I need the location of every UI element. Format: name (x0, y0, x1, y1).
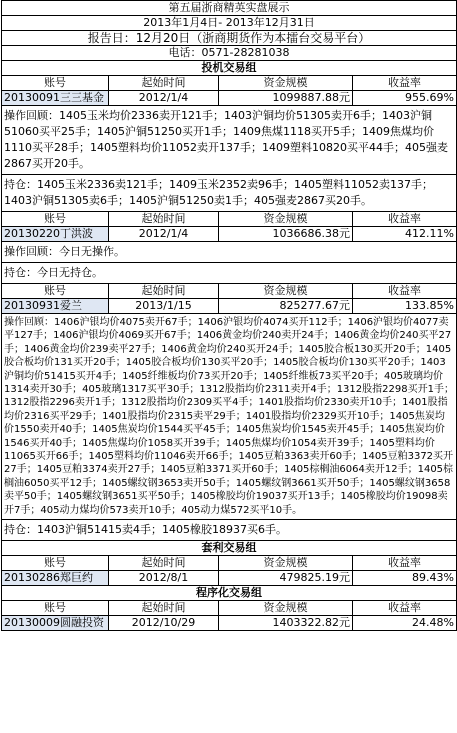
col-account: 账号 (2, 601, 109, 616)
start-date: 2012/10/29 (109, 616, 219, 631)
date-range-row (2, 16, 457, 31)
start-date: 2012/1/4 (109, 91, 219, 106)
section-title-program: 程序化交易组 (2, 586, 457, 601)
col-account: 账号 (2, 556, 109, 571)
return-rate: 412.11% (353, 227, 457, 242)
account-row (2, 299, 457, 314)
account-name: 20130220丁洪波 (2, 227, 109, 242)
col-start: 起始时间 (109, 284, 219, 299)
account-row (2, 616, 457, 631)
col-capital: 资金规模 (219, 556, 353, 571)
account-name: 20130931爱兰 (2, 299, 109, 314)
section-header-program (2, 586, 457, 601)
operation-row (2, 106, 457, 175)
position-row (2, 520, 457, 541)
return-rate: 133.85% (353, 299, 457, 314)
position: 持仓：1405玉米2336卖121手；1409玉米2352卖96手；1405塑料11052卖137手；1403沪铜51305卖6手；1405沪铜51250卖1手；405强麦2867买20手。 (2, 175, 457, 212)
col-start: 起始时间 (109, 76, 219, 91)
col-capital: 资金规模 (219, 601, 353, 616)
title-row (2, 1, 457, 16)
return-rate: 24.48% (353, 616, 457, 631)
section-title-arbitrage: 套利交易组 (2, 541, 457, 556)
operation-row (2, 314, 457, 520)
col-return: 收益率 (353, 76, 457, 91)
section-title-investment: 投机交易组 (2, 61, 457, 76)
start-date: 2013/1/15 (109, 299, 219, 314)
report-date: 报告日：12月20日（浙商期货作为本擂台交易平台） (2, 31, 457, 46)
col-account: 账号 (2, 212, 109, 227)
col-start: 起始时间 (109, 212, 219, 227)
position-row (2, 175, 457, 212)
position-row (2, 263, 457, 284)
capital: 1099887.88元 (219, 91, 353, 106)
operation-review: 操作回顾：今日无操作。 (2, 242, 457, 263)
operation-row (2, 242, 457, 263)
start-date: 2012/8/1 (109, 571, 219, 586)
section-header-investment (2, 61, 457, 76)
phone: 电话：0571-28281038 (2, 46, 457, 61)
column-header-row (2, 556, 457, 571)
account-name: 20130091三三基金 (2, 91, 109, 106)
col-return: 收益率 (353, 556, 457, 571)
operation-review: 操作回顾：1405玉米均价2336卖开121手；1403沪铜均价51305卖开6手；1403沪铜51060买平25手；1405沪铜51250买开1手；1409焦煤1118买开5手；1409焦煤均价1110买平28手；1405塑料均价11052卖开137手；1409塑料10820买平44手；405强麦2867买开20手。 (2, 106, 457, 175)
position: 持仓：今日无持仓。 (2, 263, 457, 284)
report-date-row (2, 31, 457, 46)
phone-row (2, 46, 457, 61)
col-capital: 资金规模 (219, 212, 353, 227)
col-start: 起始时间 (109, 601, 219, 616)
col-account: 账号 (2, 76, 109, 91)
account-name: 20130286郑巨约 (2, 571, 109, 586)
column-header-row (2, 284, 457, 299)
return-rate: 955.69% (353, 91, 457, 106)
account-row (2, 571, 457, 586)
column-header-row (2, 212, 457, 227)
col-return: 收益率 (353, 601, 457, 616)
section-header-arbitrage (2, 541, 457, 556)
capital: 479825.19元 (219, 571, 353, 586)
return-rate: 89.43% (353, 571, 457, 586)
results-table (1, 0, 457, 631)
column-header-row (2, 601, 457, 616)
col-capital: 资金规模 (219, 284, 353, 299)
account-row (2, 227, 457, 242)
operation-review: 操作回顾：1406沪银均价4075卖开67手；1406沪银均价4074买开112手；1406沪银均价4077卖平127手；1406沪银均价4069买开67手；1406黄金均价240卖开24手；1406黄金均价240买平27手；1406黄金均价239卖平27手；1406黄金均价240买开24手；1405胶合板130买开20手；1405胶合板均价131买开20手；1405胶合板均价130买平20手；1405胶合板均价130买平20手；1403沪铜均价51415买开4手；1405纤维板均价73买开20手；1405纤维板73买平20手；405玻璃均价1314卖开30手；405玻璃1317买平30手；1312股指均价2311卖开4手；1312股指2298买开1手；1312股指2296卖开1手；1312股指均价2309买平4手；1401股指均价2330卖开10手；1401股指均价2316买平29手；1401股指均价2315卖平29手；1401股指均价2329买开10手；1405焦炭均价1550卖开40手；1405焦炭均价1544买平45手；1405焦炭均价1545卖开45手；1405焦炭均价1546买开40手；1405焦煤均价1058买开39手；1405焦煤均价1054卖开39手；1405塑料均价11065买开66手；1405塑料均价11046卖开66手；1405豆粕3363卖开60手；1405豆粕3372买开27手；1405豆粕3374卖开27手；1405豆粕3371买开60手；1405棕榈油6064卖开12手；1405棕榈油6050买平12手；1405螺纹钢3653卖开50手；1405螺纹钢3661买开50手；1405螺纹钢3658卖平50手；1405螺纹钢3651买平50手；1405橡胶均价19037买开13手；1405橡胶均价19098卖开7手；405动力煤均价573卖开10手；405动力煤572买平10手。 (2, 314, 457, 520)
capital: 1403322.82元 (219, 616, 353, 631)
col-capital: 资金规模 (219, 76, 353, 91)
col-start: 起始时间 (109, 556, 219, 571)
start-date: 2012/1/4 (109, 227, 219, 242)
capital: 1036686.38元 (219, 227, 353, 242)
position: 持仓：1403沪铜51415卖4手；1405橡胶18937买6手。 (2, 520, 457, 541)
col-return: 收益率 (353, 212, 457, 227)
page-title: 第五届浙商精英实盘展示 (2, 1, 457, 16)
col-return: 收益率 (353, 284, 457, 299)
capital: 825277.67元 (219, 299, 353, 314)
account-row (2, 91, 457, 106)
date-range: 2013年1月4日- 2013年12月31日 (2, 16, 457, 31)
col-account: 账号 (2, 284, 109, 299)
account-name: 20130009圆融投资 (2, 616, 109, 631)
column-header-row (2, 76, 457, 91)
